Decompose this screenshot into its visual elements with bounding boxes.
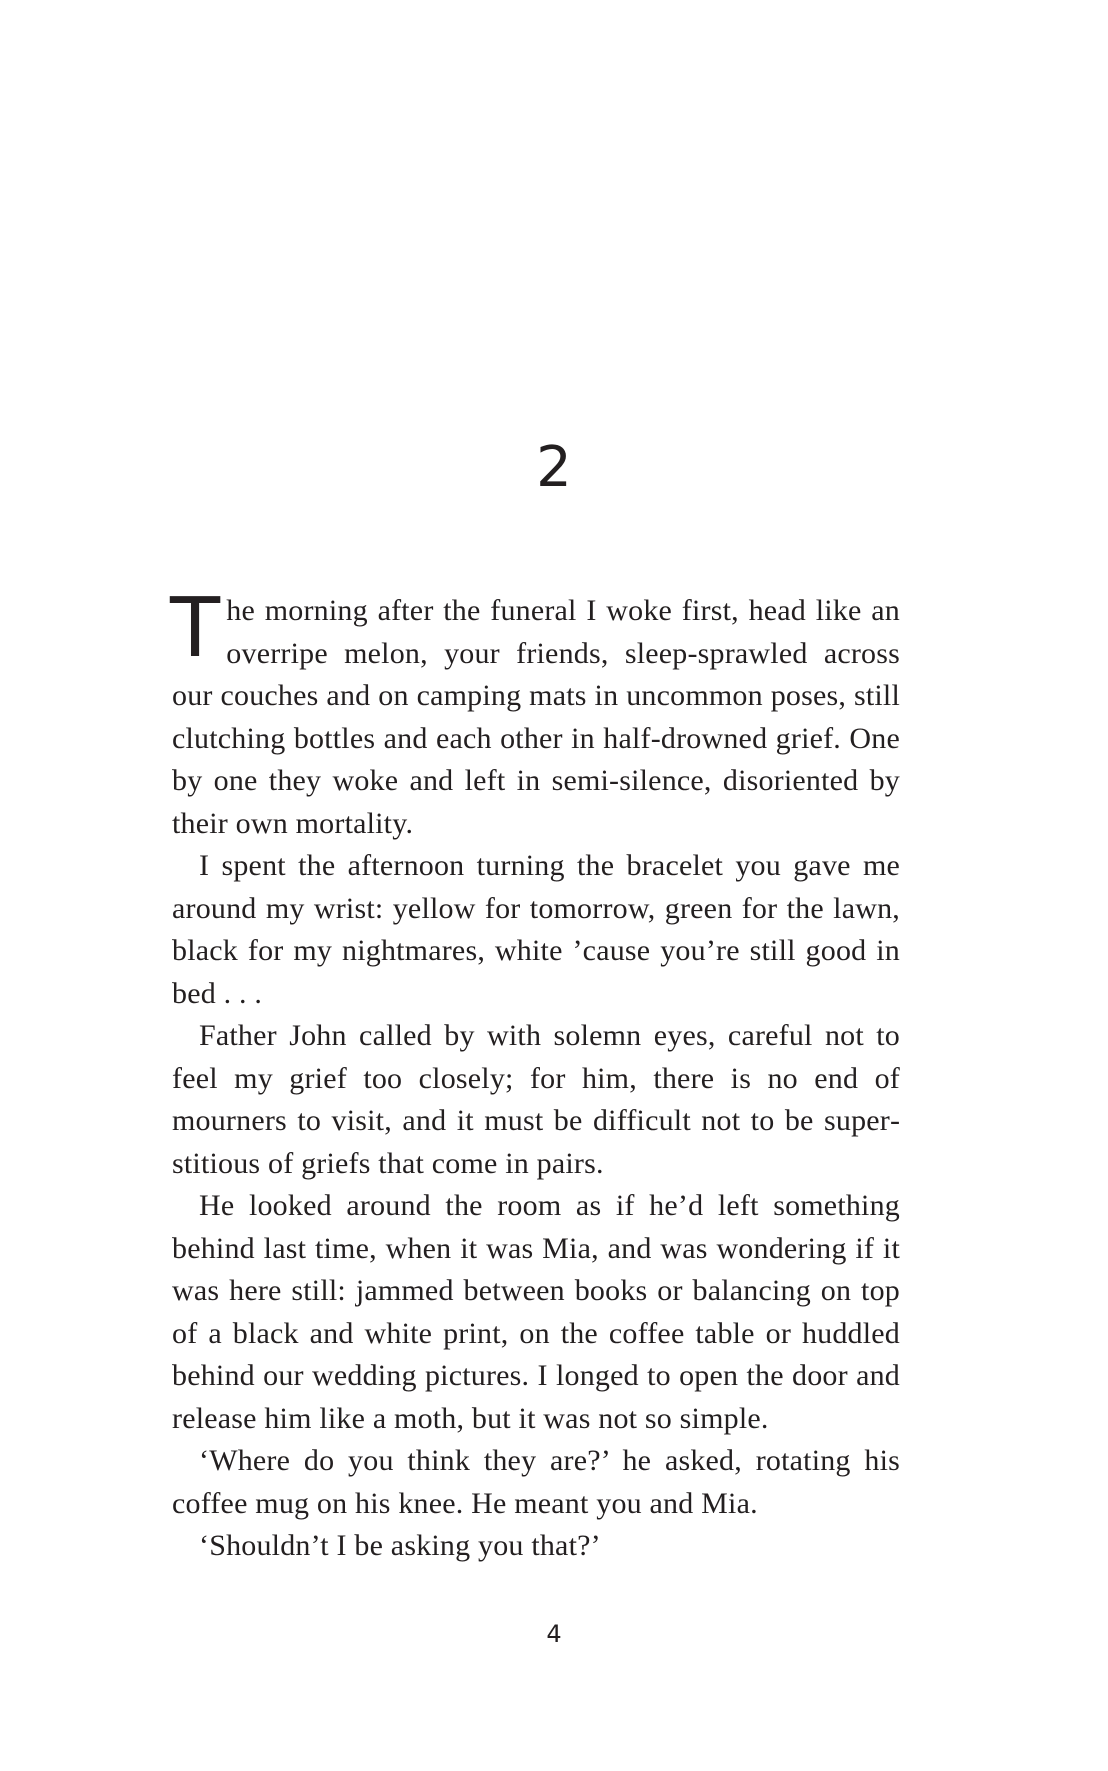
paragraph-2: I spent the afternoon turning the bracelet you gave me around my wrist: yellow for tomorrow, green for the lawn, black for my nightmares, white ’cause you’re still good in bed . . . (172, 849, 900, 1010)
chapter-number: 2 (536, 435, 572, 500)
paragraph-3: Father John called by with solemn eyes, careful not to feel my grief too closely; for him, there is no end of mourners to visit, and it must be difficult not to be superstitious of griefs that come in pairs. (172, 1019, 900, 1180)
page-number: 4 (546, 1620, 562, 1648)
paragraph-1 (170, 581, 900, 845)
paragraph-5: ‘Where do you think they are?’ he asked, rotating his coffee mug on his knee. He meant you and Mia. (172, 1444, 900, 1520)
paragraph-1-text: he morning after the funeral I woke first, head like an overripe melon, your friends, sleep-sprawled across our couches and on camping mats in uncommon poses, still clutching bottles and each other in half-drowned grief. One by one they woke and left in semi-silence, disoriented by their own mortality. (172, 594, 900, 840)
drop-cap: T (170, 581, 221, 676)
chapter-body (170, 581, 900, 1568)
paragraph-4: He looked around the room as if he’d left something behind last time, when it was Mia, and was wondering if it was here still: jammed between books or balancing on top of a black and white print, on the coffee table or huddled behind our wedding pictures. I longed to open the door and release him like a moth, but it was not so simple. (172, 1189, 900, 1435)
paragraph-6: ‘Shouldn’t I be asking you that?’ (199, 1529, 601, 1562)
